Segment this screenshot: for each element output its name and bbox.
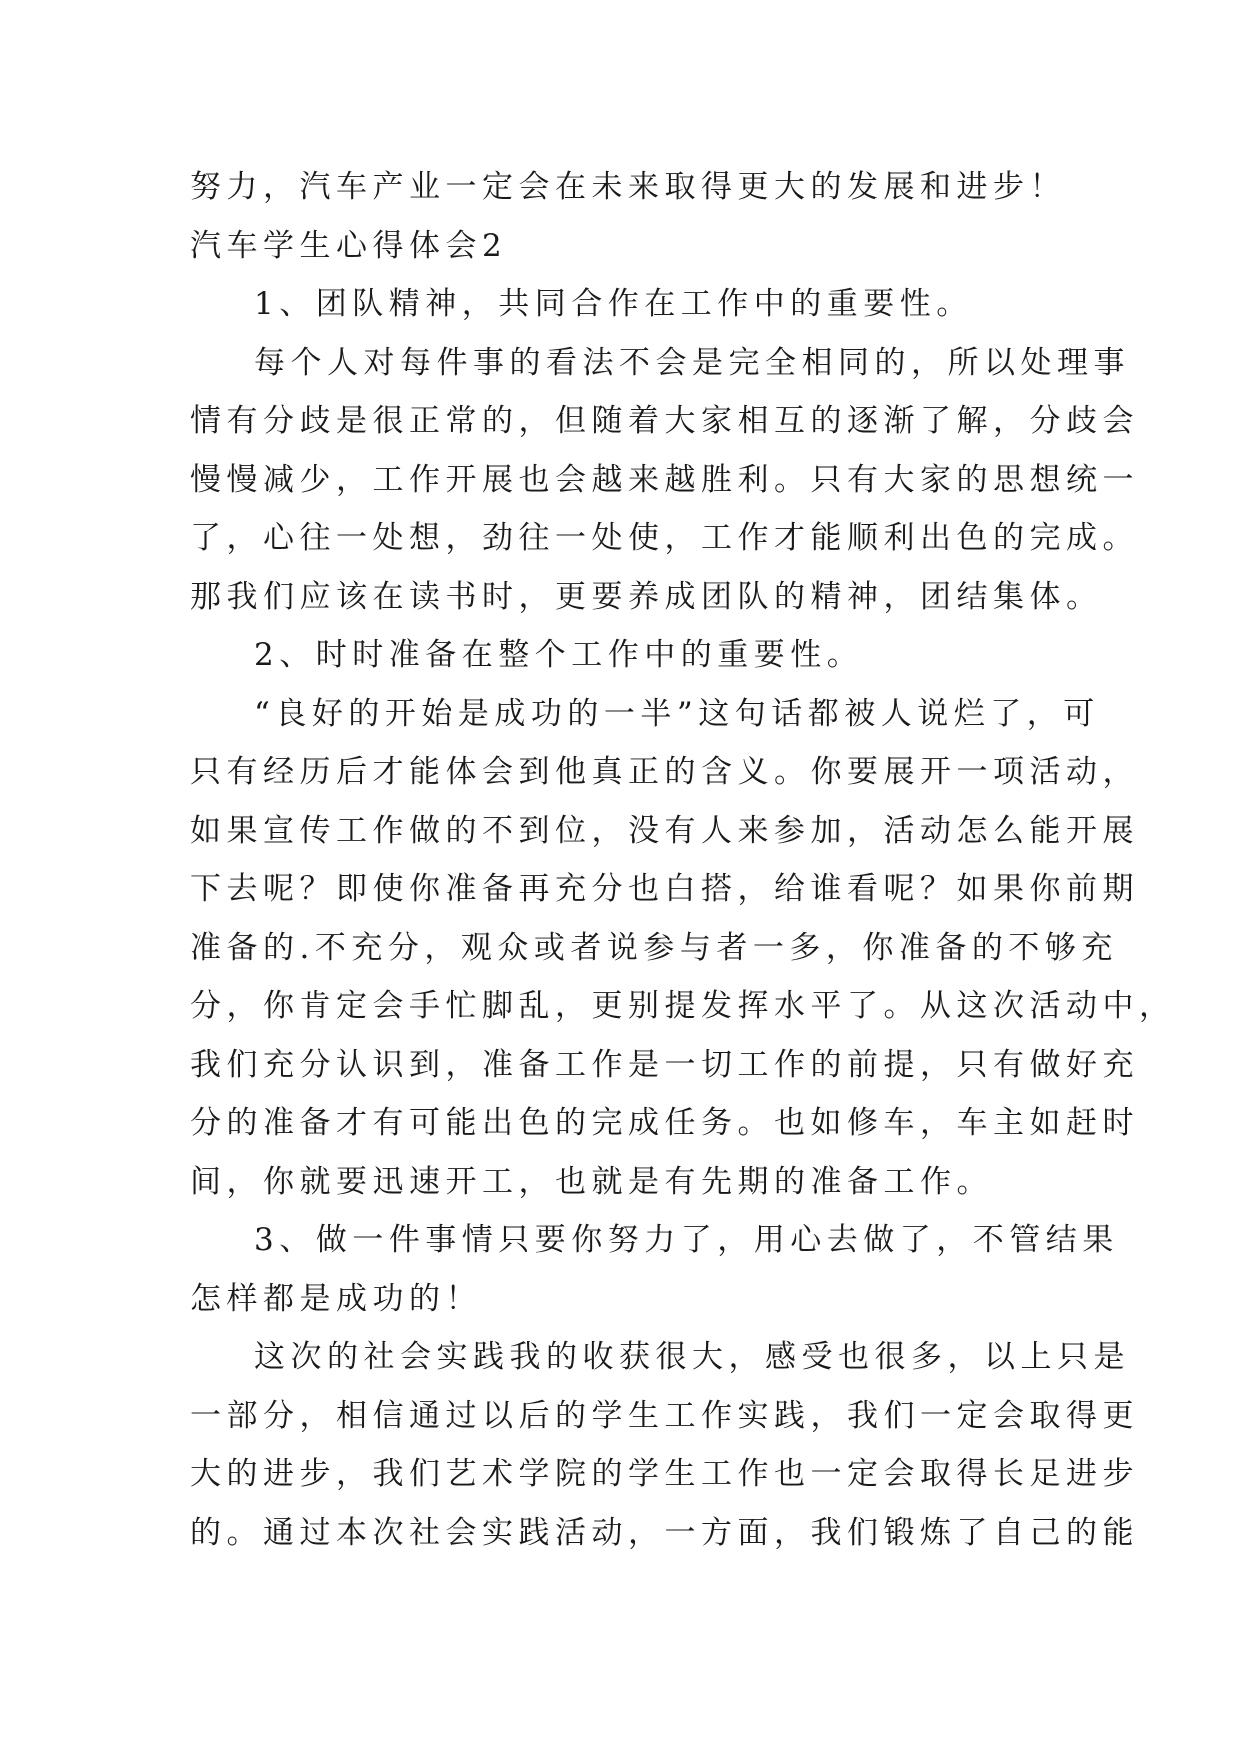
text-line: 了，心往一处想，劲往一处使，工作才能顺利出色的完成。 [190, 520, 1139, 556]
text-line: 大的进步，我们艺术学院的学生工作也一定会取得长足进步 [190, 1456, 1139, 1492]
section-title: 汽车学生心得体会2 [190, 227, 508, 264]
text-line: 1、团队精神，共同合作在工作中的重要性。 [254, 286, 973, 322]
text-line: 的。通过本次社会实践活动，一方面，我们锻炼了自己的能 [190, 1514, 1139, 1551]
text-line: 3、做一件事情只要你努力了，用心去做了，不管结果 [254, 1222, 1119, 1258]
text-line: 慢慢减少，工作开展也会越来越胜利。只有大家的思想统一 [190, 461, 1139, 498]
text-line: 准备的.不充分，观众或者说参与者一多，你准备的不够充 [190, 929, 1118, 966]
text-line: 一部分，相信通过以后的学生工作实践，我们一定会取得更 [190, 1397, 1139, 1434]
text-line: 那我们应该在读书时，更要养成团队的精神，团结集体。 [190, 578, 1103, 615]
text-line: 情有分歧是很正常的，但随着大家相互的逐渐了解，分歧会 [190, 403, 1139, 439]
document-body [190, 158, 1176, 1562]
text-line: 分，你肯定会手忙脚乱，更别提发挥水平了。从这次活动中， [190, 988, 1176, 1024]
text-line: 分的准备才有可能出色的完成任务。也如修车，车主如赶时 [190, 1105, 1139, 1141]
text-line: 只有经历后才能体会到他真正的含义。你要展开一项活动， [190, 754, 1139, 790]
text-line: “良好的开始是成功的一半”这句话都被人说烂了，可 [254, 695, 1100, 732]
text-line: 如果宣传工作做的不到位，没有人来参加，活动怎么能开展 [190, 812, 1139, 849]
text-line: 2、时时准备在整个工作中的重要性。 [254, 637, 864, 673]
text-line: 怎样都是成功的！ [190, 1280, 482, 1317]
text-line: 每个人对每件事的看法不会是完全相同的，所以处理事 [254, 344, 1130, 381]
text-line: 努力，汽车产业一定会在未来取得更大的发展和进步！ [190, 169, 1066, 205]
text-line: 间，你就要迅速开工，也就是有先期的准备工作。 [190, 1163, 993, 1200]
text-line: 我们充分认识到，准备工作是一切工作的前提，只有做好充 [190, 1046, 1139, 1083]
text-line: 这次的社会实践我的收获很大，感受也很多，以上只是 [254, 1339, 1130, 1375]
text-line: 下去呢？即使你准备再充分也白搭，给谁看呢？如果你前期 [190, 871, 1139, 907]
